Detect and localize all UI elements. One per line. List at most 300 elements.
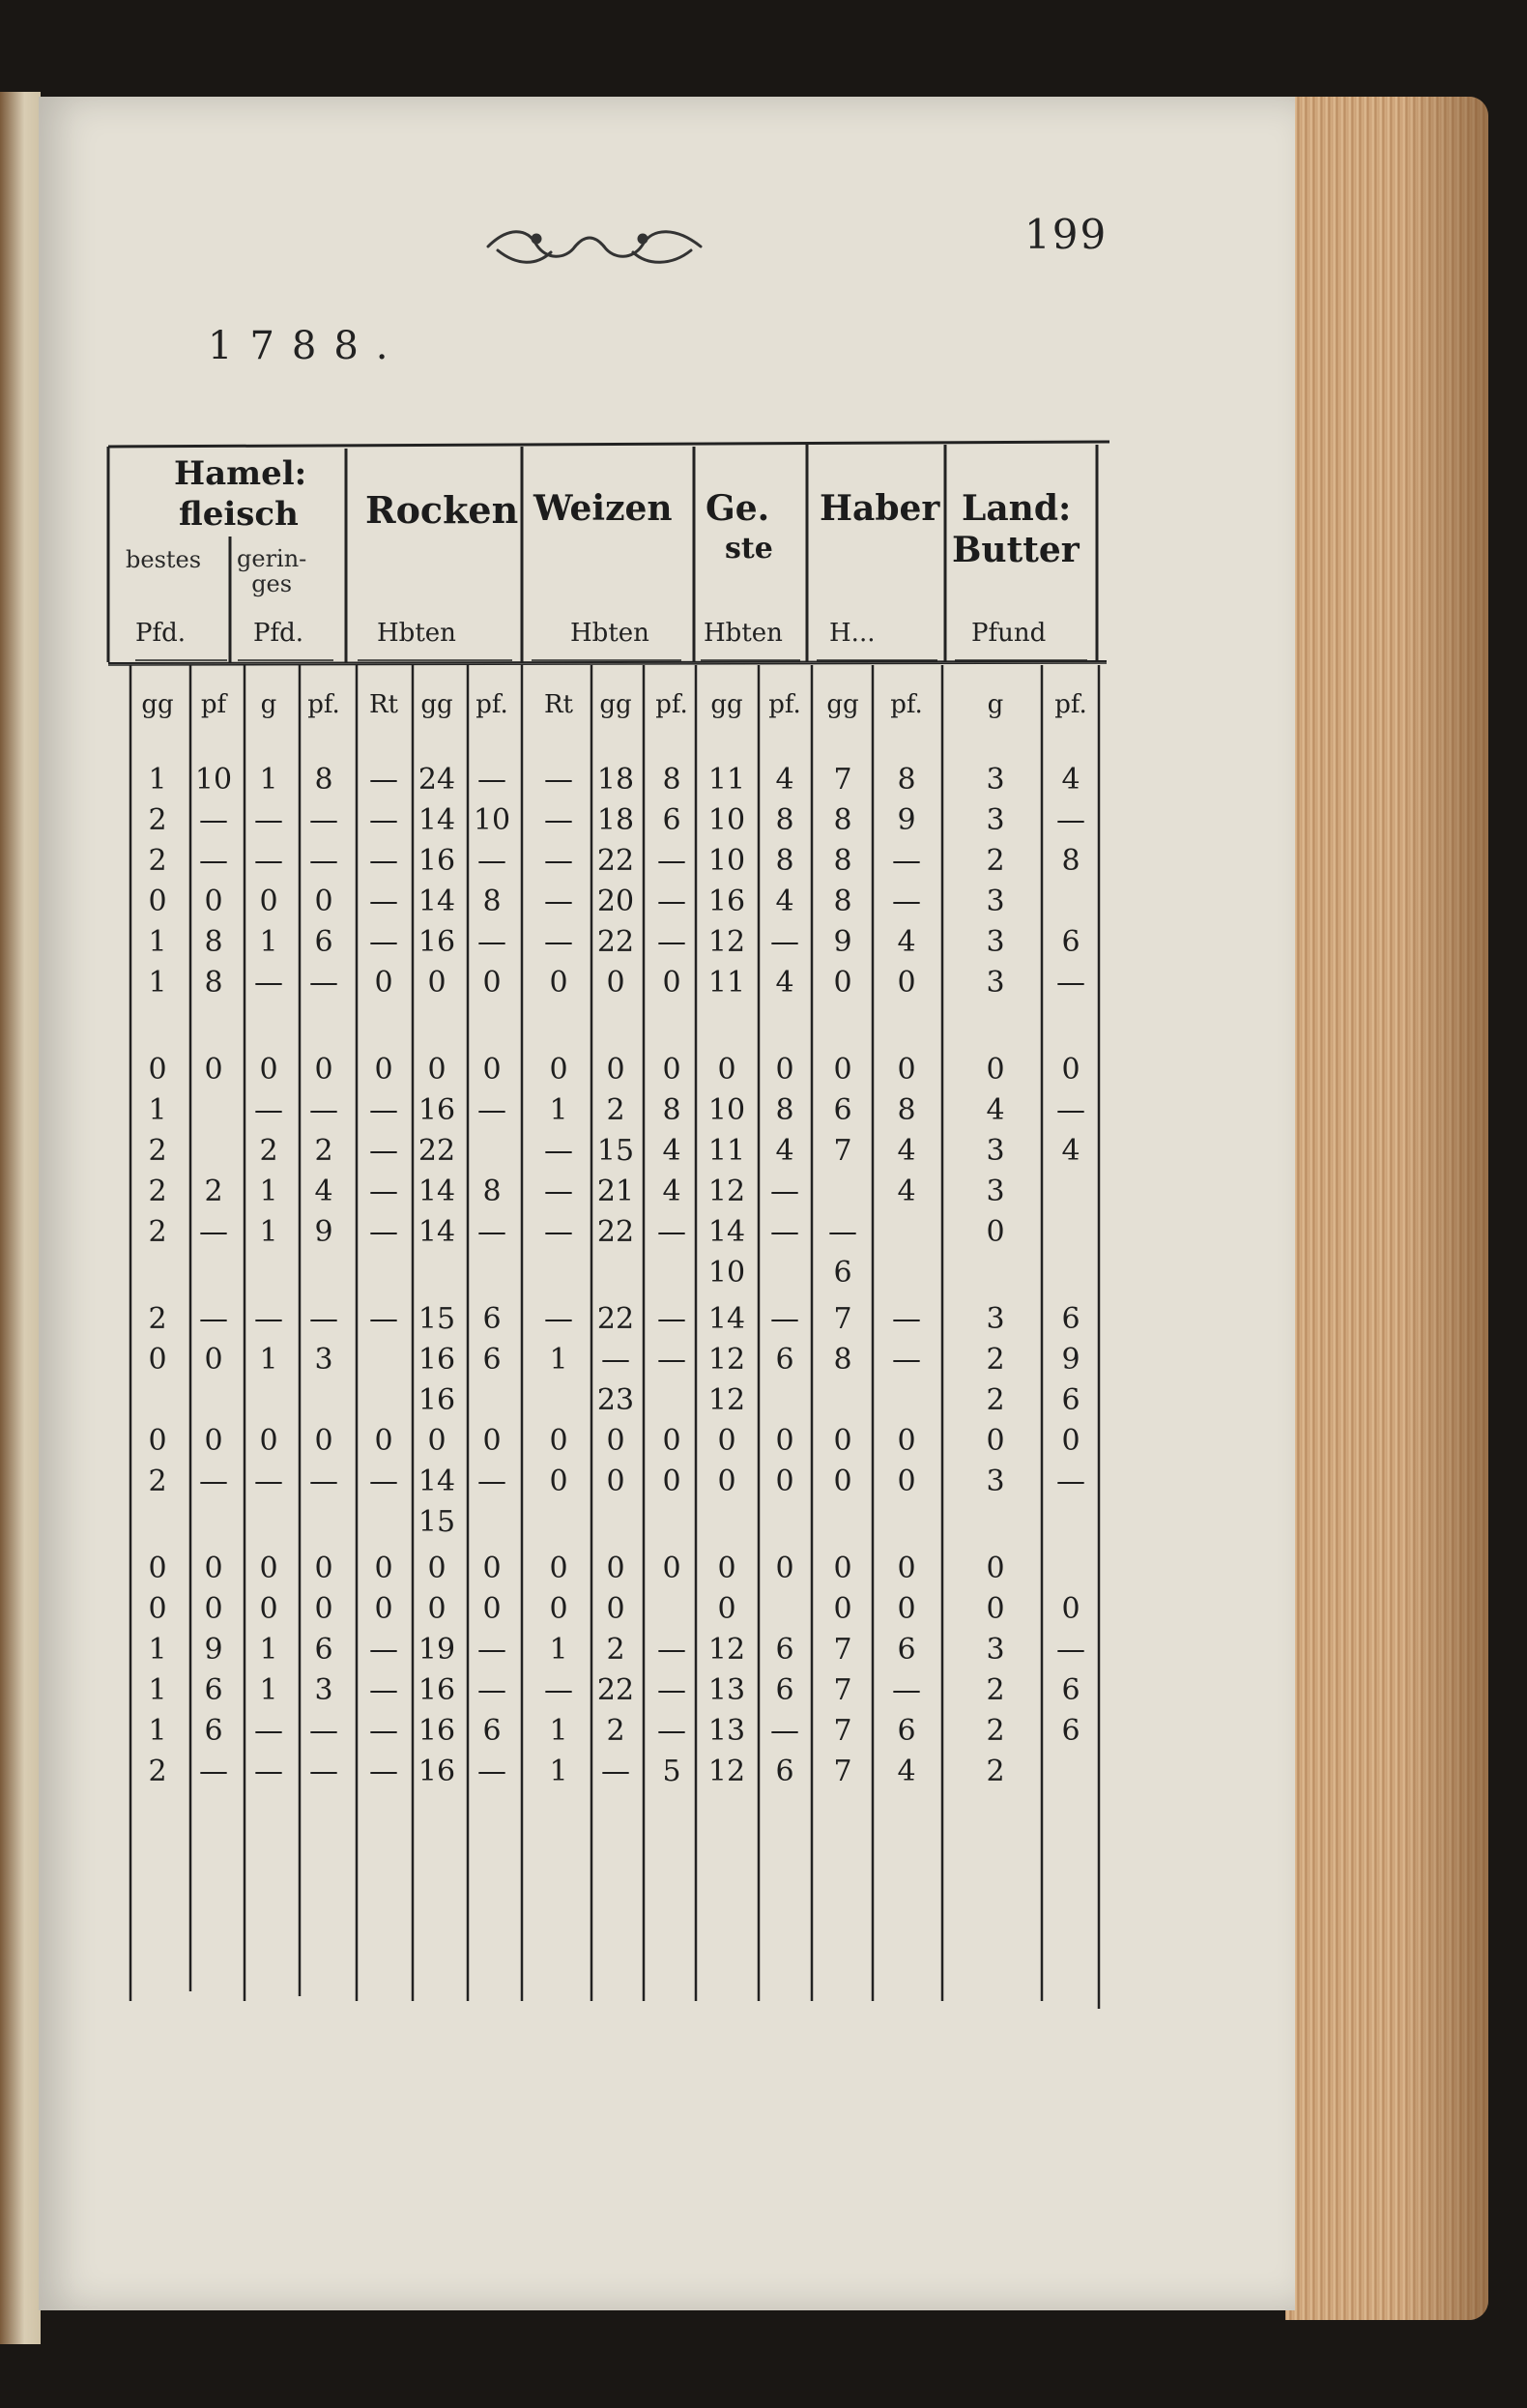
table-cell: 1 [259,1215,278,1249]
table-cell: 2 [314,1134,333,1168]
table-cell: 9 [314,1215,333,1249]
table-cell: — [1056,803,1085,837]
table-cell: — [369,1633,398,1667]
table-cell: 18 [596,763,635,797]
table-cell: — [369,844,398,878]
table-cell: 4 [775,966,794,1000]
table-cell: 0 [314,1053,333,1087]
table-cell: 0 [717,1592,736,1626]
table-cell: — [369,1175,398,1208]
table-cell: 0 [775,1053,794,1087]
table-cell: — [544,1215,573,1249]
table-cell: 0 [204,1343,223,1377]
table-cell: 12 [707,1755,746,1788]
table-cell: — [309,803,338,837]
unit-subheader: pf. [655,690,688,719]
table-cell: 0 [986,1424,1005,1458]
table-cell: 1 [549,1714,568,1748]
table-cell: 15 [418,1505,456,1539]
table-cell: — [544,763,573,797]
table-cell: — [1056,1465,1085,1498]
table-cell: — [369,1093,398,1127]
table-cell: 10 [707,803,746,837]
table-cell: — [199,1302,228,1336]
table-cell: 0 [775,1552,794,1585]
table-cell: 6 [204,1714,223,1748]
header-butter-line1: Land: [962,488,1072,529]
table-cell: 2 [204,1175,223,1208]
table-cell: — [657,1714,686,1748]
table-cell: — [254,1755,283,1788]
table-cell: — [309,966,338,1000]
table-cell: 22 [418,1134,456,1168]
table-cell: 22 [596,1673,635,1707]
table-cell: 1 [148,1714,167,1748]
table-cell: 6 [833,1256,852,1290]
table-cell: 1 [259,763,278,797]
table-cell: 9 [833,925,852,959]
table-cell: 6 [775,1673,794,1707]
table-cell: 0 [986,1215,1005,1249]
table-cell: 12 [707,1343,746,1377]
header-haber: Haber [820,488,940,529]
table-cell: 16 [707,885,746,918]
table-cell: — [657,1302,686,1336]
table-cell: — [1056,966,1085,1000]
table-cell: — [892,885,921,918]
table-cell: — [369,803,398,837]
table-cell: — [1056,1093,1085,1127]
table-cell: 1 [549,1755,568,1788]
table-cell: — [309,1302,338,1336]
table-cell: 16 [418,1093,456,1127]
header-hammel-line1: Hamel: [174,454,307,493]
table-cell: 16 [418,1343,456,1377]
table-cell: 1 [549,1093,568,1127]
table-cell: 0 [259,1424,278,1458]
table-cell: 0 [204,885,223,918]
table-cell: 4 [662,1175,681,1208]
table-cell: — [544,1673,573,1707]
table-cell: — [199,1755,228,1788]
table-cell: 0 [662,966,681,1000]
table-cell: 4 [314,1175,333,1208]
unit-subheader: pf. [307,690,340,719]
header-hammel-low: gerin- ges [237,545,307,597]
table-cell: 6 [1061,1714,1080,1748]
table-cell: 0 [606,1592,625,1626]
table-cell: 0 [1061,1424,1080,1458]
table-cell: 3 [986,1175,1005,1208]
table-cell: 2 [148,1755,167,1788]
table-cell: 11 [707,966,746,1000]
table-cell: 1 [148,1093,167,1127]
table-cell: 0 [427,1053,447,1087]
header-weizen: Weizen [533,488,673,529]
table-cell: — [477,1633,506,1667]
table-cell: 2 [606,1093,625,1127]
table-cell: 0 [148,1053,167,1087]
table-cell: 6 [482,1343,502,1377]
unit-hammel-right: Pfd. [253,619,304,648]
table-cell: — [477,1755,506,1788]
table-cell: 1 [148,1633,167,1667]
table-cell: 6 [897,1714,916,1748]
table-cell: 0 [986,1552,1005,1585]
table-cell: 21 [596,1175,635,1208]
table-cell: — [770,925,799,959]
table-cell: 9 [1061,1343,1080,1377]
table-cell: — [544,1175,573,1208]
table-cell: — [369,1465,398,1498]
table-cell: 0 [833,1465,852,1498]
table-cell: 4 [897,925,916,959]
table-cell: 0 [1061,1592,1080,1626]
table-cell: — [657,1673,686,1707]
table-cell: 18 [596,803,635,837]
table-cell: 0 [897,1053,916,1087]
table-cell: 8 [482,1175,502,1208]
table-cell: 0 [259,1592,278,1626]
table-cell: 2 [148,1175,167,1208]
table-cell: 3 [986,1134,1005,1168]
table-cell: 6 [833,1093,852,1127]
table-cell: 0 [374,1053,393,1087]
table-cell: 3 [986,1465,1005,1498]
table-cell: — [544,1302,573,1336]
table-cell: 7 [833,1302,852,1336]
header-hammel-line2: fleisch [179,495,299,534]
table-cell: 1 [259,1175,278,1208]
table-cell: 14 [418,803,456,837]
table-cell: 2 [606,1633,625,1667]
table-cell: 0 [717,1424,736,1458]
table-cell: 0 [204,1053,223,1087]
table-cell: 13 [707,1714,746,1748]
table-cell: 2 [986,1673,1005,1707]
table-cell: 8 [662,1093,681,1127]
table-cell: 22 [596,925,635,959]
table-cell: 7 [833,763,852,797]
table-cell: 0 [606,966,625,1000]
table-cell: 8 [833,844,852,878]
table-cell: 6 [662,803,681,837]
table-cell: — [477,1465,506,1498]
table-cell: — [657,1215,686,1249]
table-cell: 8 [833,803,852,837]
table-cell: 0 [427,1592,447,1626]
unit-subheader: Rt [543,690,574,719]
table-cell: 0 [897,1552,916,1585]
table-cell: 0 [204,1592,223,1626]
table-cell: 8 [204,966,223,1000]
table-cell: — [254,803,283,837]
table-cell: 6 [775,1633,794,1667]
table-cell: 6 [1061,1673,1080,1707]
table-cell: 0 [259,885,278,918]
table-cell: 0 [833,1552,852,1585]
table-cell: 2 [148,1134,167,1168]
unit-rocken: Hbten [377,619,456,648]
table-cell: 5 [662,1755,681,1788]
table-cell: — [369,1302,398,1336]
table-cell: 0 [897,1424,916,1458]
table-cell: — [477,1093,506,1127]
table-cell: 0 [259,1053,278,1087]
table-cell: 14 [418,885,456,918]
table-cell: 2 [986,1383,1005,1417]
table-cell: 15 [596,1134,635,1168]
table-cell: 4 [775,763,794,797]
table-cell: 3 [986,1633,1005,1667]
table-cell: 6 [775,1343,794,1377]
table-cell: — [892,1673,921,1707]
table-cell: — [770,1302,799,1336]
table-cell: 10 [194,763,233,797]
table-cell: 14 [418,1175,456,1208]
table-cell: 0 [482,1552,502,1585]
table-cell: 0 [314,885,333,918]
table-cell: — [254,1093,283,1127]
table-cell: 0 [314,1424,333,1458]
unit-subheader: gg [141,690,174,719]
table-cell: 13 [707,1673,746,1707]
table-cell: 0 [662,1424,681,1458]
table-cell: 23 [596,1383,635,1417]
table-cell: — [369,885,398,918]
table-cell: 10 [473,803,511,837]
table-cell: 16 [418,1714,456,1748]
table-cell: 8 [833,885,852,918]
table-cell: 16 [418,925,456,959]
table-cell: — [309,1465,338,1498]
table-cell: — [309,1714,338,1748]
table-cell: 0 [549,1053,568,1087]
table-cell: — [770,1714,799,1748]
table-cell: 3 [986,763,1005,797]
table-cell: 6 [482,1302,502,1336]
table-cell: 0 [314,1592,333,1626]
table-cell: 0 [606,1053,625,1087]
table-cell: — [369,1755,398,1788]
header-butter-line2: Butter [952,530,1080,570]
table-cell: 0 [662,1465,681,1498]
table-cell: 14 [418,1215,456,1249]
table-cell: 2 [148,1302,167,1336]
table-cell: 10 [707,1256,746,1290]
table-cell: 0 [204,1424,223,1458]
unit-hammel-left: Pfd. [135,619,187,648]
table-cell: 0 [606,1552,625,1585]
table-cell: 9 [204,1633,223,1667]
unit-subheader: pf. [1054,690,1087,719]
table-cell: 6 [1061,1302,1080,1336]
table-cell: 16 [418,1673,456,1707]
table-cell: — [544,885,573,918]
table-cell: 0 [1061,1053,1080,1087]
table-cell: 4 [775,885,794,918]
table-cell: 3 [986,925,1005,959]
unit-subheader: pf [200,690,227,719]
table-cell: 2 [148,844,167,878]
table-cell: 6 [1061,1383,1080,1417]
table-cell: — [254,844,283,878]
table-cell: 0 [662,1053,681,1087]
table-cell: — [369,1714,398,1748]
table-cell: 0 [662,1552,681,1585]
unit-weizen: Hbten [570,619,649,648]
table-cell: — [770,1215,799,1249]
table-cell: — [199,803,228,837]
table-cell: 1 [148,763,167,797]
table-cell: 0 [897,966,916,1000]
table-cell: 0 [833,1592,852,1626]
table-cell: 0 [549,1552,568,1585]
table-cell: 12 [707,1175,746,1208]
table-cell: 2 [148,1465,167,1498]
table-cell: — [254,1714,283,1748]
table-cell: 4 [897,1755,916,1788]
table-cell: 3 [986,803,1005,837]
table-cell: — [828,1215,857,1249]
table-cell: 22 [596,844,635,878]
table-cell: — [657,844,686,878]
table-cell: 0 [549,966,568,1000]
table-cell: 7 [833,1134,852,1168]
table-cell: 7 [833,1755,852,1788]
table-cell: 12 [707,925,746,959]
table-cell: 6 [775,1755,794,1788]
table-cell: 0 [482,1592,502,1626]
unit-subheader: pf. [890,690,923,719]
table-cell: — [199,1465,228,1498]
table-cell: 24 [418,763,456,797]
table-cell: 0 [482,1424,502,1458]
table-cell: — [254,1302,283,1336]
table-cell: 6 [1061,925,1080,959]
table-cell: 14 [707,1302,746,1336]
table-cell: 16 [418,1755,456,1788]
unit-subheader: pf. [768,690,801,719]
table-cell: 0 [833,1424,852,1458]
table-cell: 3 [986,1302,1005,1336]
table-cell: 10 [707,1093,746,1127]
table-cell: — [544,844,573,878]
table-cell: — [254,1465,283,1498]
table-cell: 4 [1061,763,1080,797]
table-cell: 0 [717,1552,736,1585]
table-cell: 0 [897,1465,916,1498]
table-cell: 11 [707,1134,746,1168]
table-cell: 0 [374,1424,393,1458]
table-cell: — [601,1755,630,1788]
table-cell: 1 [148,966,167,1000]
table-cell: 0 [148,1592,167,1626]
page-number: 199 [1024,211,1109,258]
table-cell: 4 [897,1134,916,1168]
table-cell: 16 [418,844,456,878]
table-cell: — [369,1215,398,1249]
table-cell: 0 [374,1592,393,1626]
table-cell: 9 [897,803,916,837]
header-gerste-line1: Ge. [706,488,770,529]
table-cell: 1 [259,925,278,959]
table-cell: 2 [986,1714,1005,1748]
table-cell: 0 [259,1552,278,1585]
table-cell: 4 [775,1134,794,1168]
table-cell: 8 [897,1093,916,1127]
table-cell: 1 [259,1673,278,1707]
table-cell: 0 [204,1552,223,1585]
table-cell: 2 [259,1134,278,1168]
header-hammel-best: bestes [126,546,202,573]
table-cell: 1 [259,1343,278,1377]
table-cell: 8 [482,885,502,918]
unit-haber: H... [829,619,876,648]
table-cell: 15 [418,1302,456,1336]
table-cell: 0 [148,1343,167,1377]
table-cell: 0 [986,1053,1005,1087]
unit-subheader: pf. [475,690,508,719]
table-cell: 0 [606,1424,625,1458]
table-cell: 6 [314,925,333,959]
table-cell: 0 [427,1424,447,1458]
table-cell: 0 [717,1465,736,1498]
table-cell: 14 [418,1465,456,1498]
table-cell: 0 [775,1465,794,1498]
table-cell: 0 [148,1552,167,1585]
table-cell: 6 [897,1633,916,1667]
table-cell: — [477,763,506,797]
table-cell: — [477,844,506,878]
table-cell: 2 [606,1714,625,1748]
table-cell: 12 [707,1383,746,1417]
unit-subheader: gg [599,690,632,719]
table-cell: 1 [549,1633,568,1667]
table-cell: 4 [897,1175,916,1208]
table-cell: 8 [1061,844,1080,878]
table-cell: 7 [833,1714,852,1748]
table-cell: — [657,1633,686,1667]
table-cell: 0 [314,1552,333,1585]
table-cell: 8 [775,844,794,878]
table-cell: — [544,1134,573,1168]
table-cell: 6 [482,1714,502,1748]
table-cell: 0 [833,1053,852,1087]
table-cell: — [657,885,686,918]
table-cell: 4 [662,1134,681,1168]
table-cell: 1 [549,1343,568,1377]
table-cell: 3 [314,1343,333,1377]
table-cell: 6 [204,1673,223,1707]
unit-subheader: Rt [368,690,399,719]
table-cell: 2 [986,844,1005,878]
table-cell: 2 [986,1343,1005,1377]
table-cell: — [657,1343,686,1377]
table-cell: 1 [148,925,167,959]
table-cell: — [477,1673,506,1707]
table-cell: 1 [259,1633,278,1667]
table-cell: 7 [833,1633,852,1667]
table-cell: 0 [482,1053,502,1087]
table-cell: — [309,1093,338,1127]
table-cell: — [892,1302,921,1336]
table-cell: — [892,1343,921,1377]
table-cell: — [601,1343,630,1377]
table-cell: 0 [717,1053,736,1087]
unit-subheader: g [987,690,1004,719]
table-cell: — [477,1215,506,1249]
